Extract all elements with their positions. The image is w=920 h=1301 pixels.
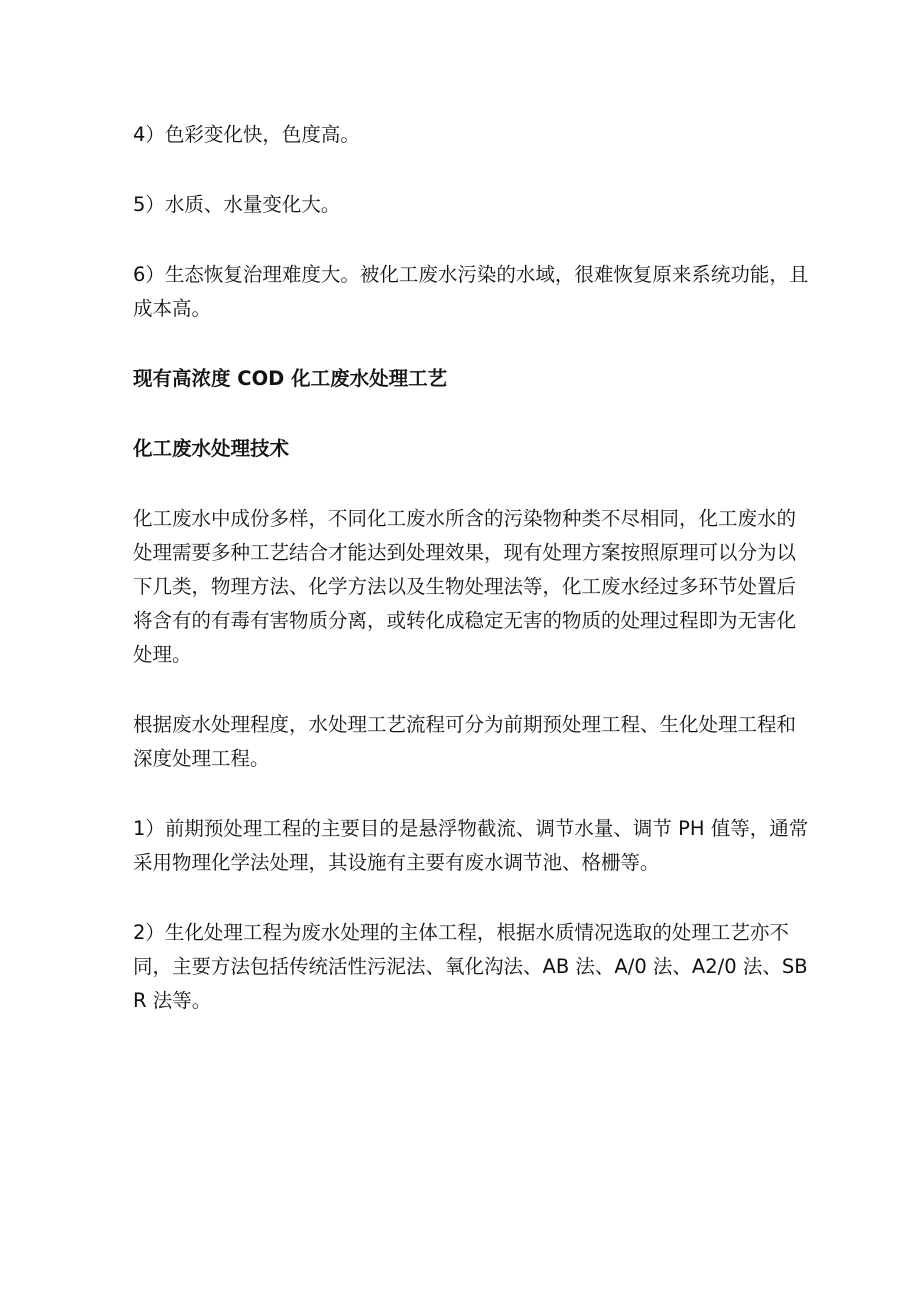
list-item-1: 1）前期预处理工程的主要目的是悬浮物截流、调节水量、调节 PH 值等，通常采用物理化学法处理，其设施有主要有废水调节池、格栅等。: [133, 817, 809, 874]
section-heading: 现有高浓度 COD 化工废水处理工艺: [133, 367, 448, 390]
subsection-heading: 化工废水处理技术: [133, 437, 290, 460]
document-body: [133, 118, 813, 1054]
list-item-6: 6）生态恢复治理难度大。被化工废水污染的水域，很难恢复原来系统功能，且成本高。: [133, 263, 809, 320]
body-paragraph: 化工废水中成份多样，不同化工废水所含的污染物种类不尽相同，化工废水的处理需要多种工艺结合才能达到处理效果，现有处理方案按照原理可以分为以下几类，物理方法、化学方法以及生物处理法等，化工废水经过多环节处置后将含有的有毒有害物质分离，或转化成稳定无害的物质的处理过程即为无害化处理。: [133, 507, 797, 666]
list-item-5: 5）水质、水量变化大。: [133, 193, 341, 216]
body-paragraph: 根据废水处理程度，水处理工艺流程可分为前期预处理工程、生化处理工程和深度处理工程。: [133, 713, 797, 770]
list-item-4: 4）色彩变化快，色度高。: [133, 123, 360, 146]
list-item-2: 2）生化处理工程为废水处理的主体工程，根据水质情况选取的处理工艺亦不同，主要方法包括传统活性污泥法、氧化沟法、AB 法、A/0 法、A2/0 法、SBR 法等。: [133, 921, 808, 1012]
